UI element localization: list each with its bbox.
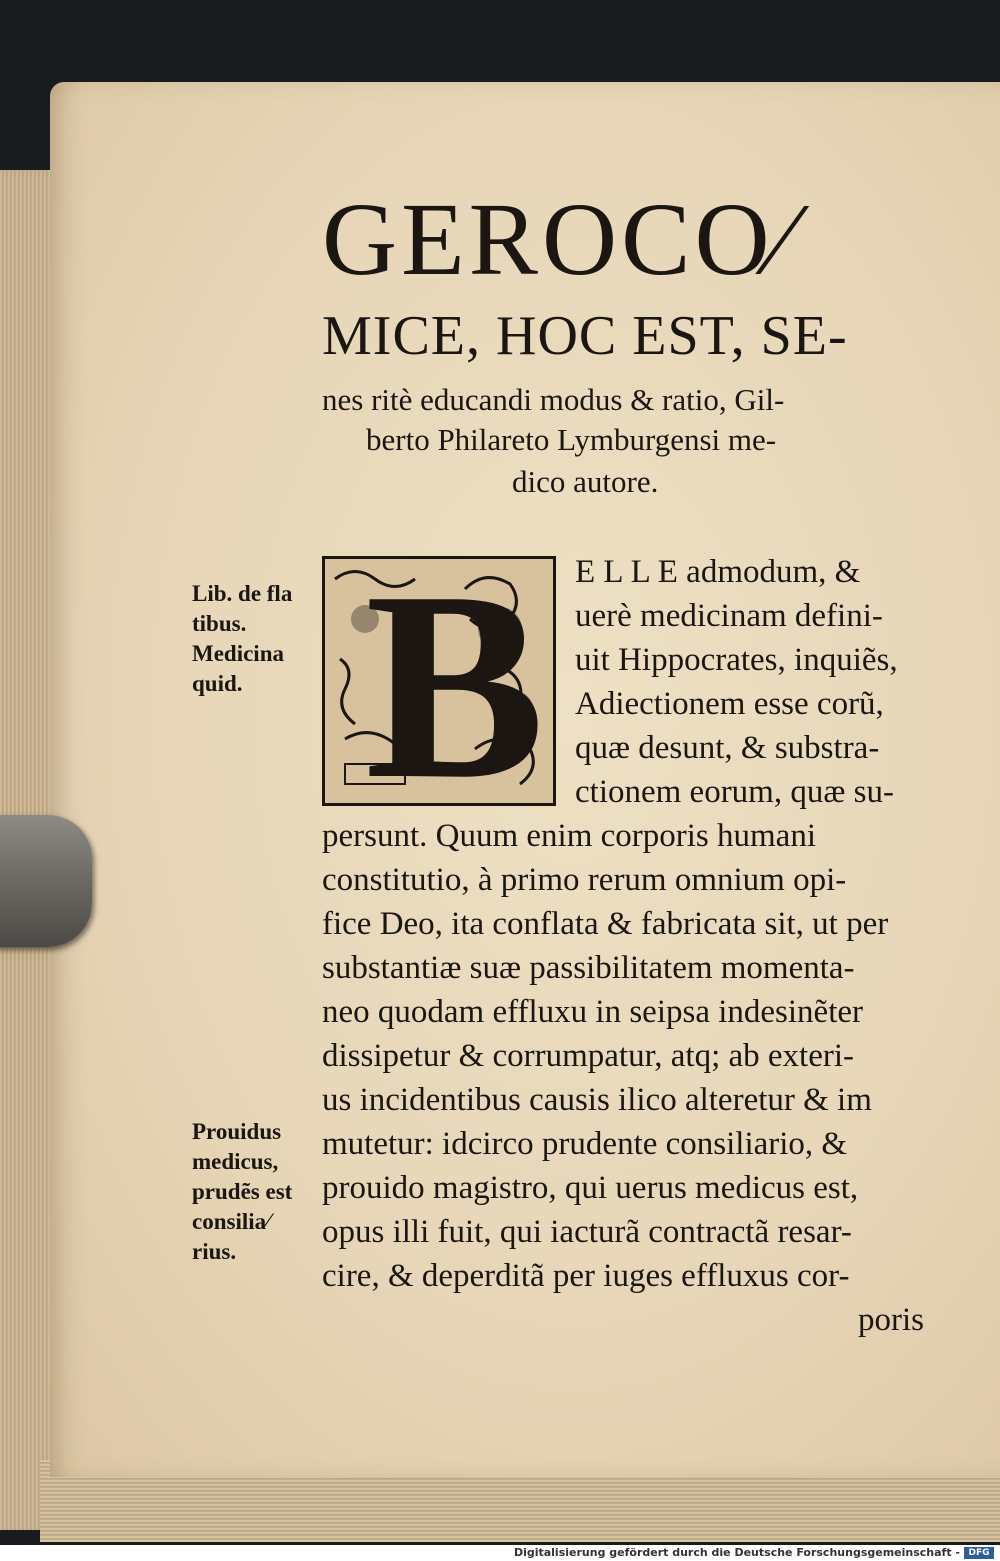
margin-note-2-line: Prouidus xyxy=(192,1119,282,1144)
body-line: E L L E admodum, & xyxy=(575,554,861,590)
margin-note-1-line: tibus. xyxy=(192,611,247,636)
body-line: opus illi fuit, qui iacturã contractã resar- xyxy=(322,1214,852,1250)
title-line-1: GEROCO⁄ xyxy=(322,182,795,297)
margin-note-2-line: medicus, xyxy=(192,1149,279,1174)
body-line: us incidentibus causis ilico alteretur & im xyxy=(322,1082,872,1118)
body-line: persunt. Quum enim corporis humani xyxy=(322,818,817,854)
decorated-initial xyxy=(322,556,556,806)
book-clip xyxy=(0,815,92,947)
title-line-5: dico autore. xyxy=(512,464,659,499)
title-line-2: MICE, HOC EST, SE- xyxy=(322,305,848,367)
body-line: uit Hippocrates, inquiẽs, xyxy=(575,642,898,678)
margin-note-2-line: prudẽs est xyxy=(192,1179,293,1204)
title-line-3: nes ritè educandi modus & ratio, Gil- xyxy=(322,382,785,417)
body-line: dissipetur & corrumpatur, atq; ab exteri- xyxy=(322,1038,855,1074)
body-line: cire, & deperditã per iuges effluxus cor- xyxy=(322,1258,850,1294)
margin-note-2-line: rius. xyxy=(192,1239,237,1264)
dfg-logo: DFG xyxy=(964,1547,994,1559)
body-line: fice Deo, ita conflata & fabricata sit, ut per xyxy=(322,906,889,942)
margin-note-2-line: consilia⁄ xyxy=(192,1209,270,1234)
initial-letter: B xyxy=(365,556,546,806)
footer-credit: Digitalisierung gefördert durch die Deutsche Forschungsgemeinschaft - xyxy=(513,1546,960,1559)
body-line: prouido magistro, qui uerus medicus est, xyxy=(322,1170,859,1206)
body-line: neo quodam effluxu in seipsa indesinẽter xyxy=(322,994,864,1030)
margin-note-1-line: Lib. de fla xyxy=(192,581,293,606)
body-line: quæ desunt, & substra- xyxy=(575,730,880,766)
body-line: ctionem eorum, quæ su- xyxy=(575,774,894,810)
body-line: substantiæ suæ passibilitatem momenta- xyxy=(322,950,855,986)
margin-note-1-line: quid. xyxy=(192,671,243,696)
body-line: constitutio, à primo rerum omnium opi- xyxy=(322,862,847,898)
title-line-4: berto Philareto Lymburgensi me- xyxy=(366,422,777,457)
body-line: uerè medicinam defini- xyxy=(575,598,883,634)
body-line: mutetur: idcirco prudente consiliario, & xyxy=(322,1126,848,1162)
body-line: Adiectionem esse corũ, xyxy=(575,686,884,722)
margin-note-1-line: Medicina xyxy=(192,641,284,666)
catchword: poris xyxy=(858,1302,924,1338)
